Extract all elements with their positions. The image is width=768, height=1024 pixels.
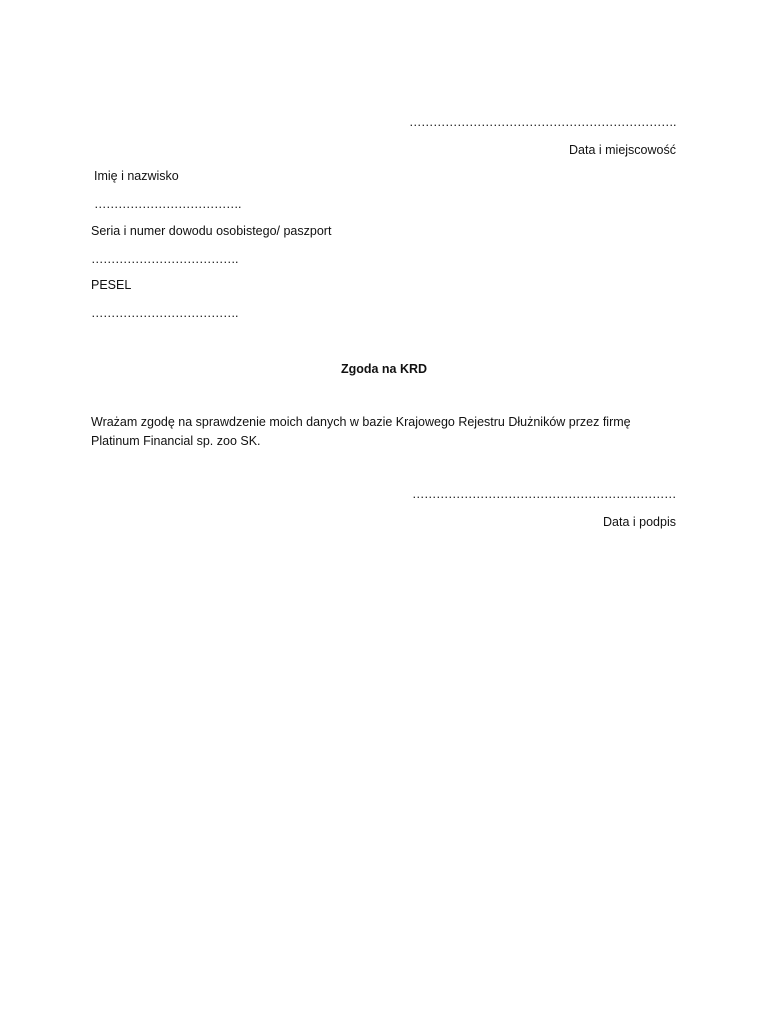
- date-place-line: ………………………………………………………….: [409, 115, 676, 129]
- pesel-line: ……………………………….: [91, 306, 238, 320]
- name-label: Imię i nazwisko: [94, 169, 179, 183]
- name-line: ……………………………….: [94, 197, 241, 211]
- document-title: Zgoda na KRD: [340, 362, 428, 376]
- signature-line: …………………………………………………………: [412, 487, 676, 501]
- date-place-label: Data i miejscowość: [569, 143, 676, 157]
- pesel-label: PESEL: [91, 278, 132, 292]
- consent-text: Wrażam zgodę na sprawdzenie moich danych w bazie Krajowego Rejestru Dłużników przez firmę Platinum Financial sp. zoo SK.: [91, 415, 631, 448]
- signature-label: Data i podpis: [603, 515, 676, 529]
- id-document-line: ……………………………….: [91, 252, 238, 266]
- id-document-label: Seria i numer dowodu osobistego/ paszport: [91, 224, 332, 238]
